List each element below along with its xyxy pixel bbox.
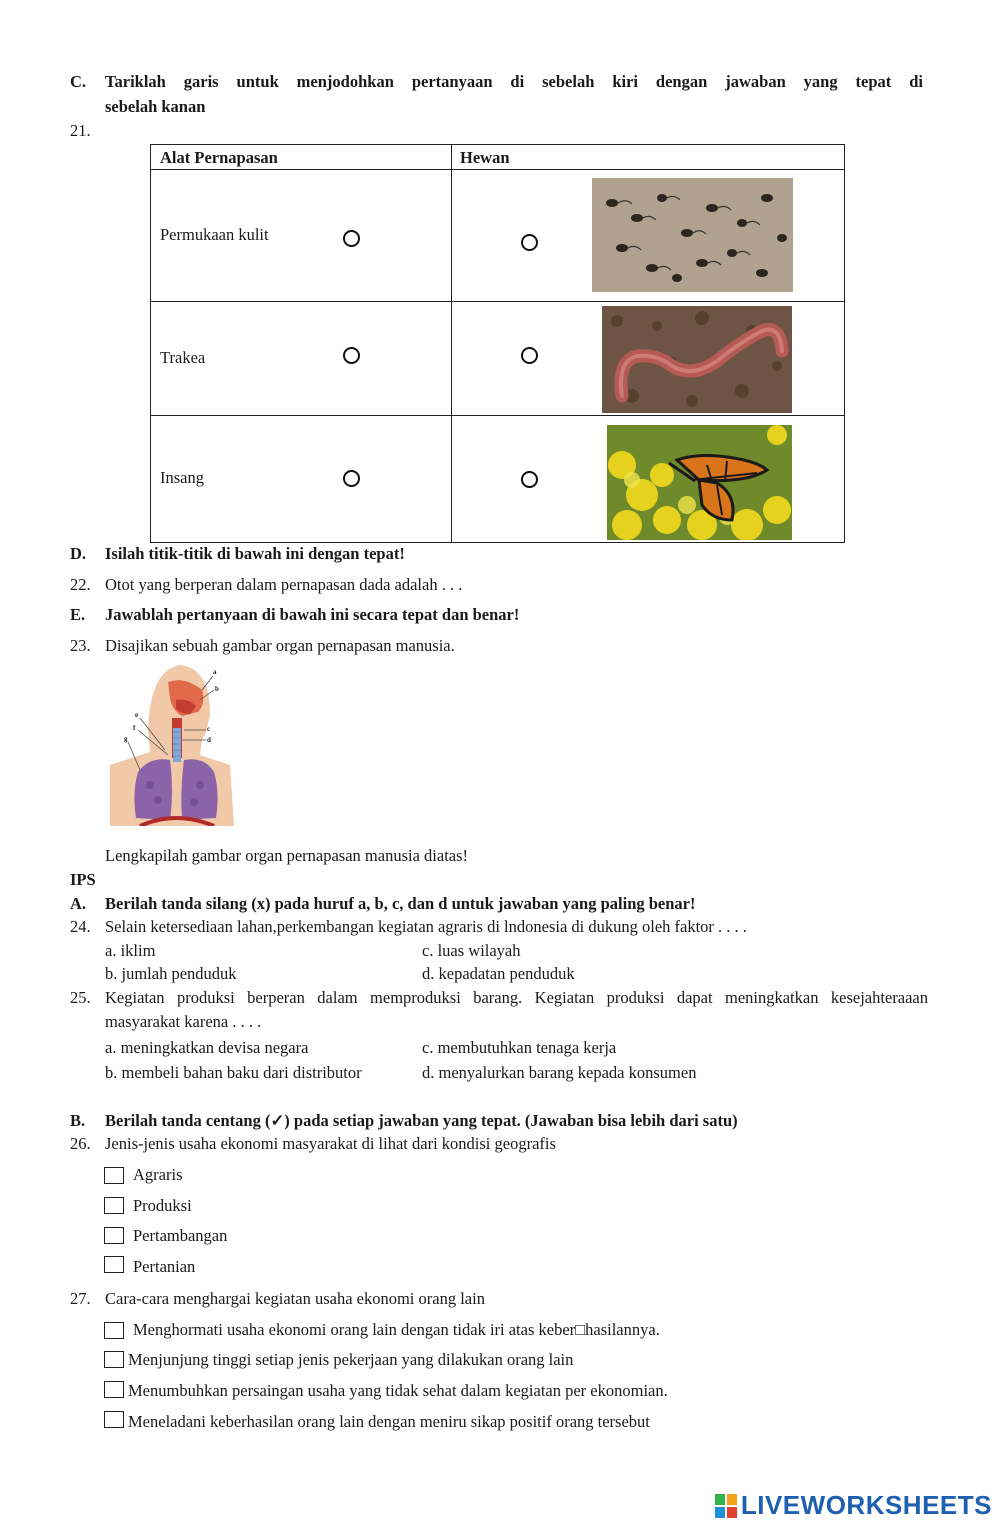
question-26-checkbox-pertambangan[interactable]	[104, 1227, 124, 1244]
section-c-instruction-line1: Tariklah garis untuk menjodohkan pertanyaan di sebelah kiri dengan jawaban yang tepat di	[105, 72, 923, 91]
question-27-checkbox-2[interactable]	[104, 1351, 124, 1368]
ips-section-a-letter: A.	[70, 894, 87, 913]
right-match-point-1[interactable]	[521, 234, 538, 251]
question-22-text: Otot yang berperan dalam pernapasan dada adalah . . .	[105, 575, 463, 594]
question-26-number: 26.	[70, 1134, 91, 1153]
question-25-text-line2: masyarakat karena . . . .	[105, 1012, 262, 1031]
row-divider	[151, 415, 844, 416]
question-25-option-c[interactable]: c. membutuhkan tenaga kerja	[422, 1038, 617, 1057]
question-21-number: 21.	[70, 121, 91, 140]
question-27-number: 27.	[70, 1289, 91, 1308]
question-27-option-label: Menumbuhkan persaingan usaha yang tidak sehat dalam kegiatan per ekonomian.	[128, 1381, 668, 1400]
question-26-text: Jenis-jenis usaha ekonomi masyarakat di lihat dari kondisi geografis	[105, 1134, 556, 1153]
liveworksheets-grid-icon	[715, 1494, 737, 1518]
question-23-number: 23.	[70, 636, 91, 655]
butterfly-image	[607, 425, 792, 540]
question-27-option-label: Meneladani keberhasilan orang lain dengan meniru sikap positif orang tersebut	[128, 1412, 650, 1431]
row-label-insang: Insang	[160, 468, 204, 487]
diagram-label-b: b	[215, 685, 219, 693]
earthworm-photo-icon	[602, 306, 792, 413]
row-divider	[151, 301, 844, 302]
column-header-alat-pernapasan: Alat Pernapasan	[160, 148, 278, 167]
question-27-option-label: Menjunjung tinggi setiap jenis pekerjaan yang dilakukan orang lain	[128, 1350, 574, 1369]
ips-section-a-title: Berilah tanda silang (x) pada huruf a, b, c, dan d untuk jawaban yang paling benar!	[105, 894, 696, 913]
question-25-option-b[interactable]: b. membeli bahan baku dari distributor	[105, 1063, 362, 1082]
question-26-checkbox-produksi[interactable]	[104, 1197, 124, 1214]
question-27-checkbox-3[interactable]	[104, 1381, 124, 1398]
question-26-checkbox-pertanian[interactable]	[104, 1256, 124, 1273]
section-c-instruction-line2: sebelah kanan	[105, 97, 206, 116]
question-22-number: 22.	[70, 575, 91, 594]
question-25-option-a[interactable]: a. meningkatkan devisa negara	[105, 1038, 309, 1057]
row-label-trakea: Trakea	[160, 348, 206, 367]
respiratory-organ-diagram	[110, 660, 234, 826]
column-divider	[451, 145, 452, 542]
section-d-title: Isilah titik-titik di bawah ini dengan tepat!	[105, 544, 405, 563]
question-27-text: Cara-cara menghargai kegiatan usaha ekonomi orang lain	[105, 1289, 485, 1308]
question-25-number: 25.	[70, 988, 91, 1007]
earthworm-image	[602, 306, 792, 413]
diagram-label-e: e	[135, 711, 139, 719]
question-25-option-d[interactable]: d. menyalurkan barang kepada konsumen	[422, 1063, 697, 1082]
diagram-label-c: c	[207, 725, 211, 733]
left-match-point-2[interactable]	[343, 347, 360, 364]
diagram-label-g: g	[124, 735, 128, 743]
respiratory-diagram-icon	[110, 660, 234, 826]
question-27-checkbox-1[interactable]	[104, 1322, 124, 1339]
question-24-option-c[interactable]: c. luas wilayah	[422, 941, 521, 960]
question-24-option-b[interactable]: b. jumlah penduduk	[105, 964, 237, 983]
section-d-letter: D.	[70, 544, 87, 563]
question-26-option-label: Pertanian	[133, 1257, 196, 1276]
right-match-point-2[interactable]	[521, 347, 538, 364]
question-24-option-a[interactable]: a. iklim	[105, 941, 156, 960]
left-match-point-3[interactable]	[343, 470, 360, 487]
column-header-hewan: Hewan	[460, 148, 510, 167]
ips-title: IPS	[70, 870, 96, 889]
butterfly-photo-icon	[607, 425, 792, 540]
section-c-letter: C.	[70, 72, 87, 91]
section-e-title: Jawablah pertanyaan di bawah ini secara tepat dan benar!	[105, 605, 520, 624]
tadpole-image	[592, 178, 793, 292]
diagram-label-d: d	[207, 736, 211, 744]
ips-section-b-letter: B.	[70, 1111, 86, 1130]
question-23-text: Disajikan sebuah gambar organ pernapasan manusia.	[105, 636, 455, 655]
liveworksheets-brand: LIVEWORKSHEETS	[740, 1490, 992, 1520]
question-27-checkbox-4[interactable]	[104, 1411, 124, 1428]
question-24-text: Selain ketersediaan lahan,perkembangan kegiatan agraris di lndonesia di dukung oleh faktor . . . .	[105, 917, 747, 936]
row-label-permukaan-kulit: Permukaan kulit	[160, 225, 269, 244]
question-26-option-label: Produksi	[133, 1196, 192, 1215]
right-match-point-3[interactable]	[521, 471, 538, 488]
header-divider	[151, 169, 844, 170]
section-e-letter: E.	[70, 605, 86, 624]
matching-table	[150, 144, 845, 543]
question-23-instruction: Lengkapilah gambar organ pernapasan manusia diatas!	[105, 846, 469, 865]
diagram-label-f: f	[133, 724, 136, 732]
question-26-option-label: Agraris	[133, 1165, 183, 1184]
tadpole-photo-icon	[592, 178, 793, 292]
left-match-point-1[interactable]	[343, 230, 360, 247]
diagram-label-a: a	[213, 668, 217, 676]
liveworksheets-logo	[715, 1490, 992, 1521]
question-26-option-label: Pertambangan	[133, 1226, 228, 1245]
question-24-option-d[interactable]: d. kepadatan penduduk	[422, 964, 575, 983]
question-26-checkbox-agraris[interactable]	[104, 1167, 124, 1184]
question-25-text-line1: Kegiatan produksi berperan dalam memproduksi barang. Kegiatan produksi dapat meningkatkan kesejahteraaan	[105, 988, 928, 1007]
question-27-option-label: Menghormati usaha ekonomi orang lain dengan tidak iri atas keber□hasilannya.	[133, 1320, 660, 1339]
ips-section-b-title: Berilah tanda centang (✓) pada setiap jawaban yang tepat. (Jawaban bisa lebih dari satu)	[105, 1111, 738, 1130]
question-24-number: 24.	[70, 917, 91, 936]
